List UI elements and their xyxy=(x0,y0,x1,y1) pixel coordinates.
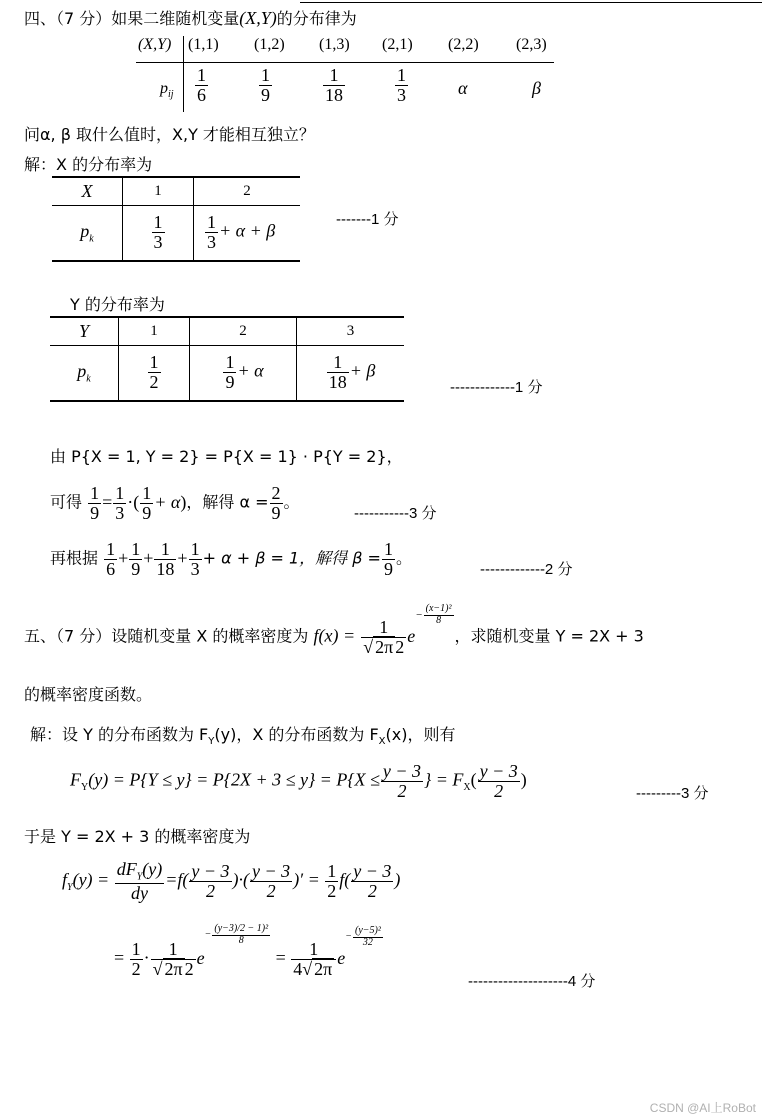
q5-heading: 五、（7 分）设随机变量 X 的概率密度为 f(x) = $\frac{1}{√ 2\pi 2}$ $e^{- \frac{\text{(x−1)²}}{8}}$ ，求随机变量 Y = 2X + 3 xyxy=(24,603,644,657)
top-rule xyxy=(300,2,762,3)
q5-then-line: 于是 Y = 2X + 3 的概率密度为 xyxy=(24,827,251,846)
x-distribution-table xyxy=(52,176,300,262)
solve-alpha-line: 可得 $\frac{1}{9}$ = $\frac{1}{3}$ ·( $\frac{1}{9}$ + α)，解得 α = $\frac{2}{9}$ 。 xyxy=(50,483,300,523)
pdf-derivation: $f_Y(y)$ = $\frac{dF_Y(y)}{dy}$ =f( $\frac{y - 3}{2}$ )·( $\frac{y - 3}{2}$ )′ = $\frac{1}{2}$ f( $\frac{y - 3}{2}$ ) xyxy=(62,859,401,904)
joint-header-label: (X,Y) xyxy=(138,36,172,53)
joint-val: $\frac{1}{9}$ xyxy=(261,65,270,105)
score-mark: -------------1 分 xyxy=(450,379,543,396)
pdf-result: = $\frac{1}{2}$ · $\frac{1}{√ 2\pi 2}$ $e^{- \frac{\text{(y−3)/2 − 1)²}}{8}}$ = $\frac{1}{4√ 2\pi}$ $e^{- \frac{\text{(y−5)²}}{32}}$ xyxy=(114,923,381,979)
q4-solution-label: 解：X 的分布率为 xyxy=(24,155,153,174)
y-table-p3: $\frac{1}{18}$ + β xyxy=(297,345,405,401)
q5-heading-line2: 的概率密度函数。 xyxy=(24,685,153,704)
independence-condition: 由 P{X = 1, Y = 2} = P{X = 1} · P{Y = 2}， xyxy=(50,447,403,466)
y-table-header: 1 xyxy=(119,317,190,345)
score-mark: ---------3 分 xyxy=(636,785,709,802)
joint-val-alpha: α xyxy=(458,78,468,98)
q5-solution-intro: 解：设 Y 的分布函数为 $F_Y(y)$，X 的分布函数为 $F_X(x)$，则有 xyxy=(30,725,456,748)
solve-beta-line: 再根据 $\frac{1}{6}$ + $\frac{1}{9}$ + $\frac{1}{18}$ + $\frac{1}{3}$ + α + β = 1，解得 β = $\frac{1}{9}$ 。 xyxy=(50,539,412,579)
x-table-header: 2 xyxy=(194,177,301,205)
q4-question: 问α, β 取什么值时，X,Y 才能相互独立？ xyxy=(24,125,315,144)
y-table-p1: $\frac{1}{2}$ xyxy=(119,345,190,401)
y-table-header: Y xyxy=(50,317,119,345)
joint-col: (2,1) xyxy=(382,36,413,53)
csdn-watermark: CSDN @AI上RoBot xyxy=(649,1101,756,1115)
joint-col: (1,2) xyxy=(254,36,285,53)
y-dist-title: Y 的分布率为 xyxy=(70,295,165,314)
joint-val-beta: β xyxy=(532,78,541,98)
joint-horizontal-rule xyxy=(136,62,554,63)
joint-p-label: $p_{ij}$ xyxy=(160,80,174,101)
cdf-derivation: $F_Y(y) = P\{Y \le y\} = P\{2X + 3 \le y\} = P\{X$ ≤ $\frac{y - 3}{2}$ } = $F_X$( $\frac{y - 3}{2}$ ) xyxy=(70,761,527,801)
y-table-p2: $\frac{1}{9}$ + α xyxy=(190,345,297,401)
joint-val: $\frac{1}{6}$ xyxy=(197,65,206,105)
y-distribution-table xyxy=(50,316,404,402)
joint-col: (1,1) xyxy=(188,36,219,53)
joint-col: (2,2) xyxy=(448,36,479,53)
x-table-p-label: $p_k$ xyxy=(52,205,123,261)
y-table-header: 2 xyxy=(190,317,297,345)
y-table-p-label: $p_k$ xyxy=(50,345,119,401)
joint-distribution-table xyxy=(136,34,556,116)
joint-col: (2,3) xyxy=(516,36,547,53)
joint-val: $\frac{1}{18}$ xyxy=(325,65,343,105)
x-table-header: 1 xyxy=(123,177,194,205)
x-table-p1: $\frac{1}{3}$ xyxy=(123,205,194,261)
joint-vertical-rule xyxy=(183,36,184,112)
x-table-header: X xyxy=(52,177,123,205)
joint-val: $\frac{1}{3}$ xyxy=(397,65,406,105)
score-mark: -------1 分 xyxy=(336,211,399,228)
x-table-p2: $\frac{1}{3}$ + α + β xyxy=(194,205,301,261)
joint-col: (1,3) xyxy=(319,36,350,53)
score-mark: -----------3 分 xyxy=(354,505,437,522)
score-mark: --------------------4 分 xyxy=(468,973,596,990)
q4-heading: 四、（7 分）如果二维随机变量(X,Y)的分布律为 xyxy=(24,8,357,28)
y-table-header: 3 xyxy=(297,317,405,345)
score-mark: -------------2 分 xyxy=(480,561,573,578)
